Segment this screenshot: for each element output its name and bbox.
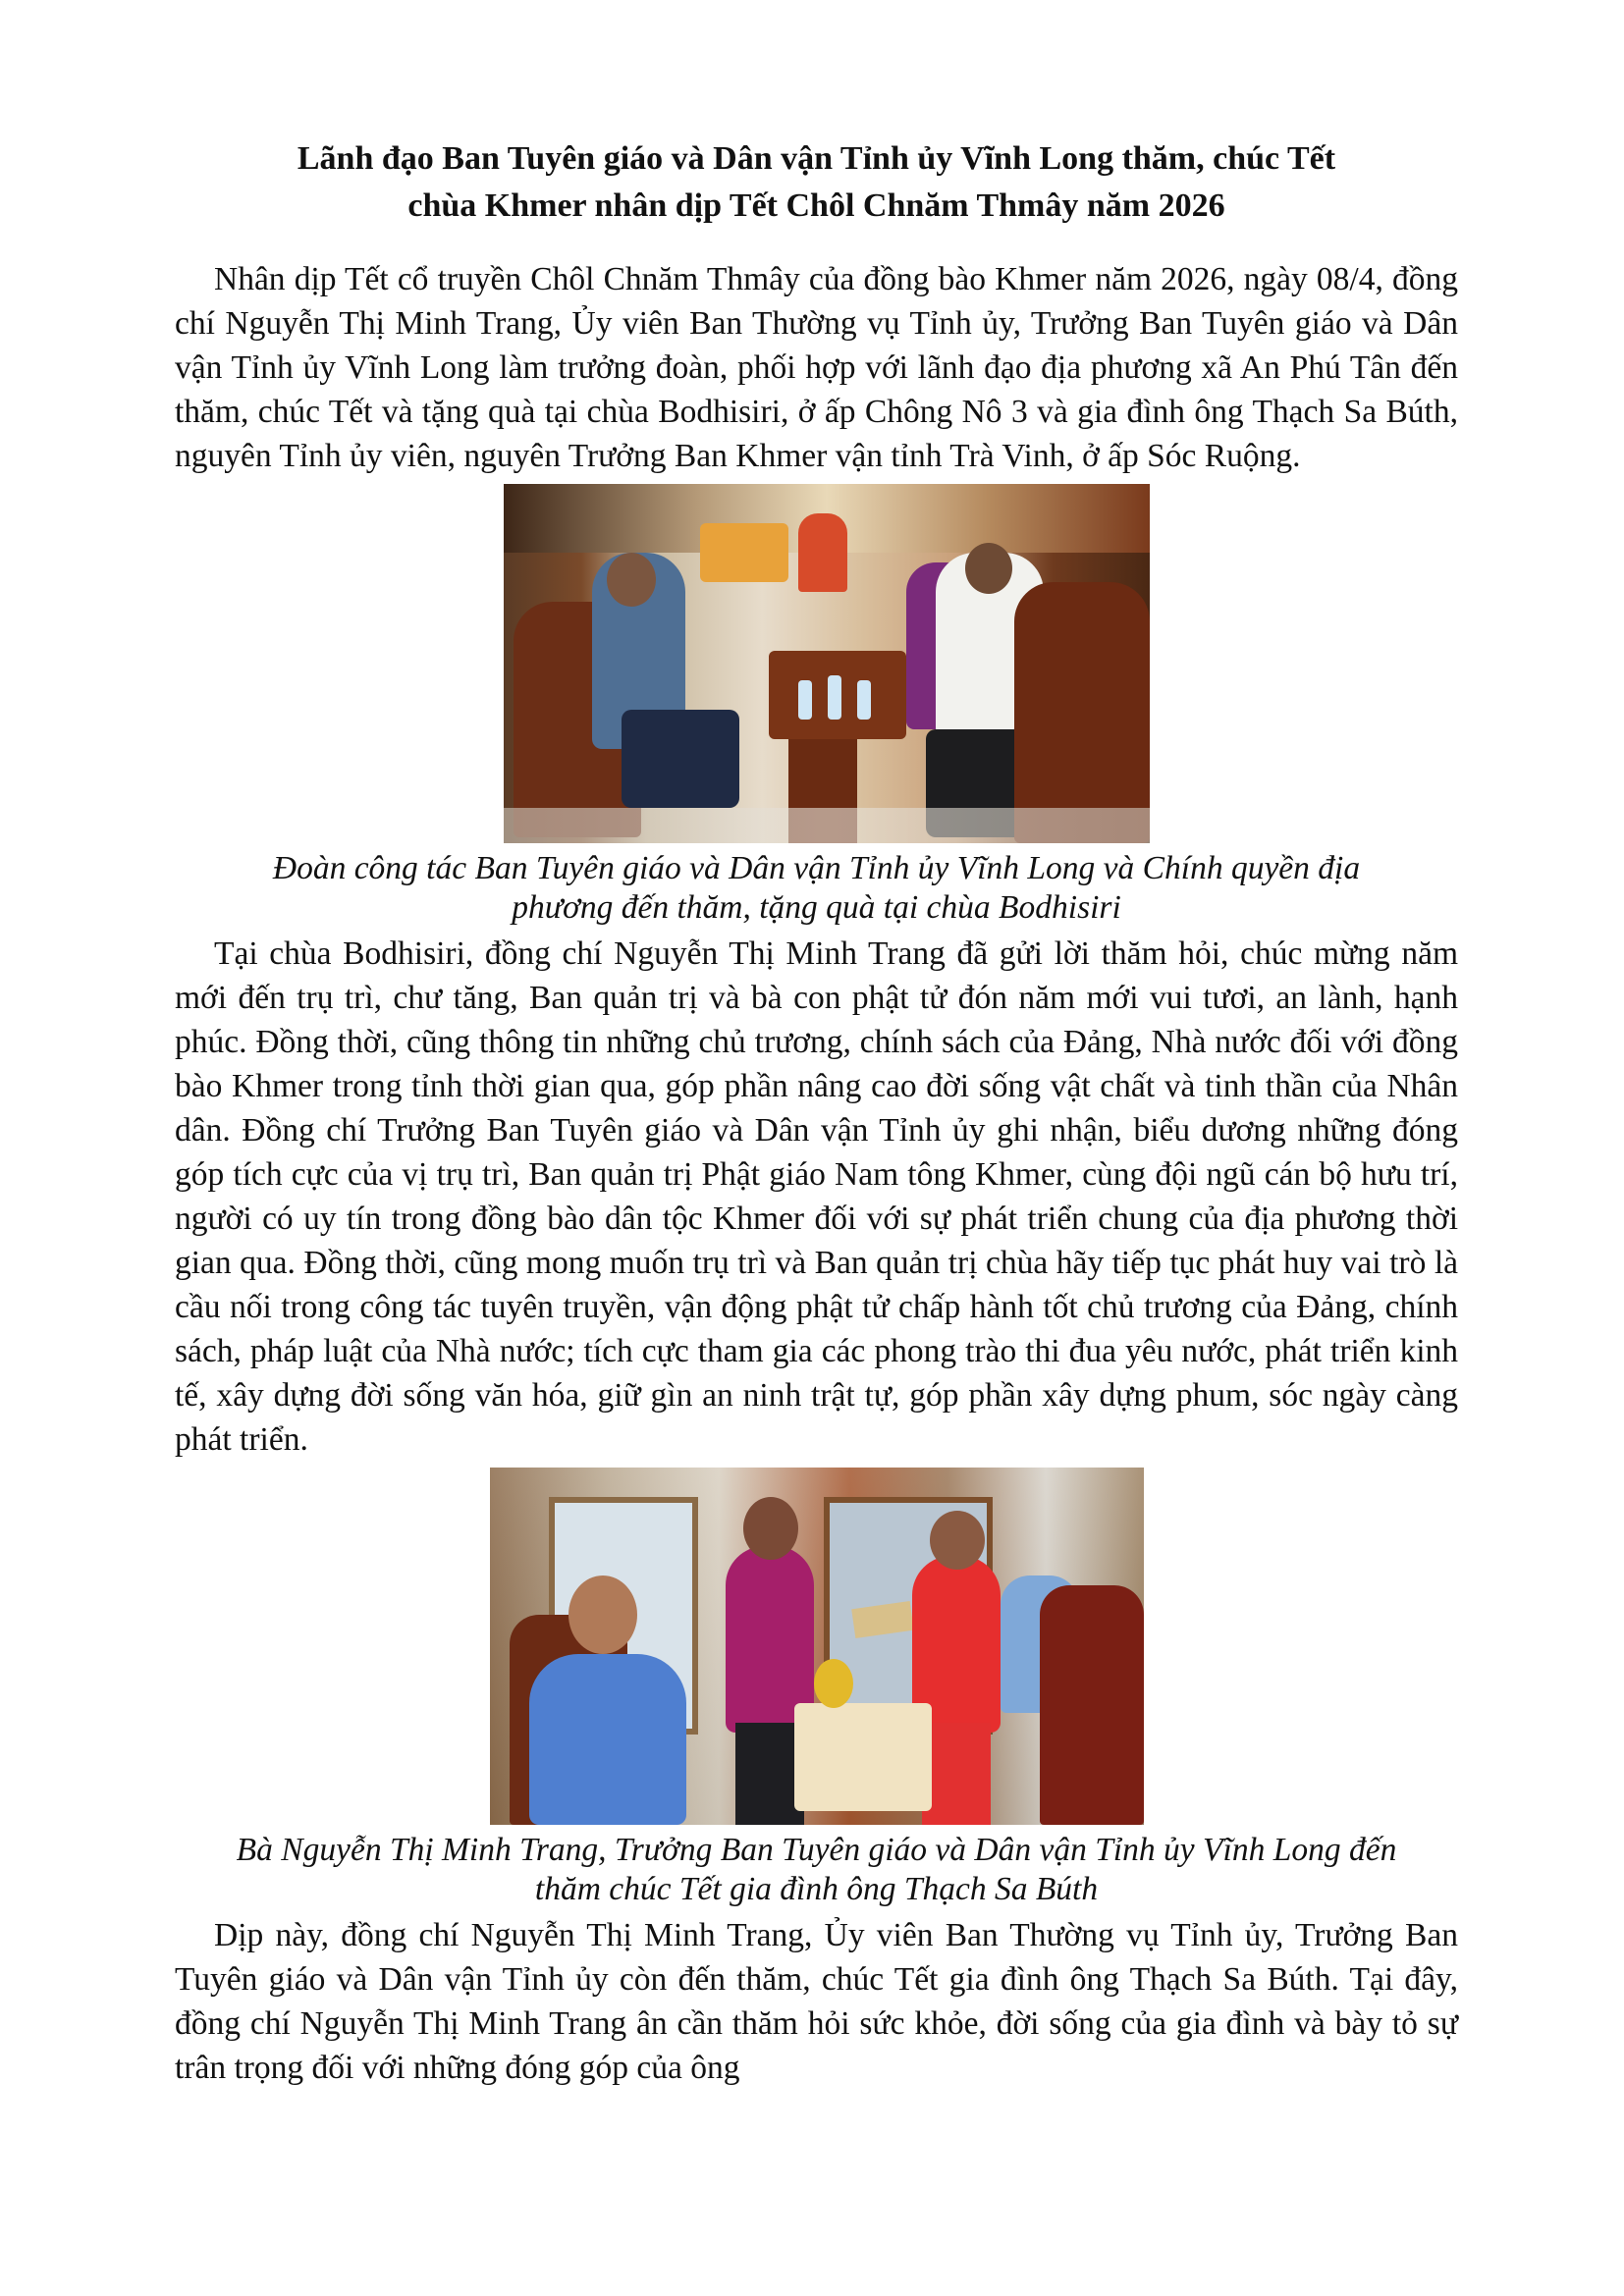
photo-family-visit xyxy=(490,1468,1144,1825)
figure-2 xyxy=(175,1468,1458,1825)
figure-1 xyxy=(175,484,1458,843)
paragraph-family: Dịp này, đồng chí Nguyễn Thị Minh Trang, Ủy viên Ban Thường vụ Tỉnh ủy, Trưởng Ban Tuyên giáo và Dân vận Tỉnh ủy còn đến thăm, chúc Tết gia đình ông Thạch Sa Búth. Tại đây, đồng chí Nguyễn Thị Minh Trang ân cần thăm hỏi sức khỏe, đời sống của gia đình và bày tỏ sự trân trọng đối với những đóng góp của ông xyxy=(175,1917,1458,2086)
title-line-1: Lãnh đạo Ban Tuyên giáo và Dân vận Tỉnh ủy Vĩnh Long thăm, chúc Tết xyxy=(297,140,1336,177)
title-line-2: chùa Khmer nhân dịp Tết Chôl Chnăm Thmây năm 2026 xyxy=(407,187,1225,224)
caption-1-line-1: Đoàn công tác Ban Tuyên giáo và Dân vận Tỉnh ủy Vĩnh Long và Chính quyền địa xyxy=(272,850,1361,886)
photo-temple-visit xyxy=(504,484,1150,843)
caption-2-line-1: Bà Nguyễn Thị Minh Trang, Trưởng Ban Tuyên giáo và Dân vận Tỉnh ủy Vĩnh Long đến xyxy=(236,1832,1397,1868)
figure-2-caption xyxy=(175,1831,1458,1909)
document-page xyxy=(175,135,1458,2090)
caption-2-line-2: thăm chúc Tết gia đình ông Thạch Sa Búth xyxy=(534,1871,1099,1907)
article-title xyxy=(175,135,1458,230)
figure-1-caption xyxy=(175,849,1458,928)
paragraph-temple: Tại chùa Bodhisiri, đồng chí Nguyễn Thị Minh Trang đã gửi lời thăm hỏi, chúc mừng năm mới đến trụ trì, chư tăng, Ban quản trị và bà con phật tử đón năm mới vui tươi, an lành, hạnh phúc. Đồng thời, cũng thông tin những chủ trương, chính sách của Đảng, Nhà nước đối với đồng bào Khmer trong tỉnh thời gian qua, góp phần nâng cao đời sống vật chất và tinh thần của Nhân dân. Đồng chí Trưởng Ban Tuyên giáo và Dân vận Tỉnh ủy ghi nhận, biểu dương những đóng góp tích cực của vị trụ trì, Ban quản trị Phật giáo Nam tông Khmer, cùng đội ngũ cán bộ hưu trí, người có uy tín trong đồng bào dân tộc Khmer đối với sự phát triển chung của địa phương thời gian qua. Đồng thời, cũng mong muốn trụ trì và Ban quản trị chùa hãy tiếp tục phát huy vai trò là cầu nối trong công tác tuyên truyền, vận động phật tử chấp hành tốt chủ trương của Đảng, chính sách, pháp luật của Nhà nước; tích cực tham gia các phong trào thi đua yêu nước, phát triển kinh tế, xây dựng đời sống văn hóa, giữ gìn an ninh trật tự, góp phần xây dựng phum, sóc ngày càng phát triển. xyxy=(175,935,1458,1458)
caption-1-line-2: phương đến thăm, tặng quà tại chùa Bodhisiri xyxy=(512,889,1121,926)
paragraph-intro: Nhân dịp Tết cổ truyền Chôl Chnăm Thmây của đồng bào Khmer năm 2026, ngày 08/4, đồng chí Nguyễn Thị Minh Trang, Ủy viên Ban Thường vụ Tỉnh ủy, Trưởng Ban Tuyên giáo và Dân vận Tỉnh ủy Vĩnh Long làm trưởng đoàn, phối hợp với lãnh đạo địa phương xã An Phú Tân đến thăm, chúc Tết và tặng quà tại chùa Bodhisiri, ở ấp Chông Nô 3 và gia đình ông Thạch Sa Búth, nguyên Tỉnh ủy viên, nguyên Trưởng Ban Khmer vận tỉnh Trà Vinh, ở ấp Sóc Ruộng. xyxy=(175,261,1458,474)
